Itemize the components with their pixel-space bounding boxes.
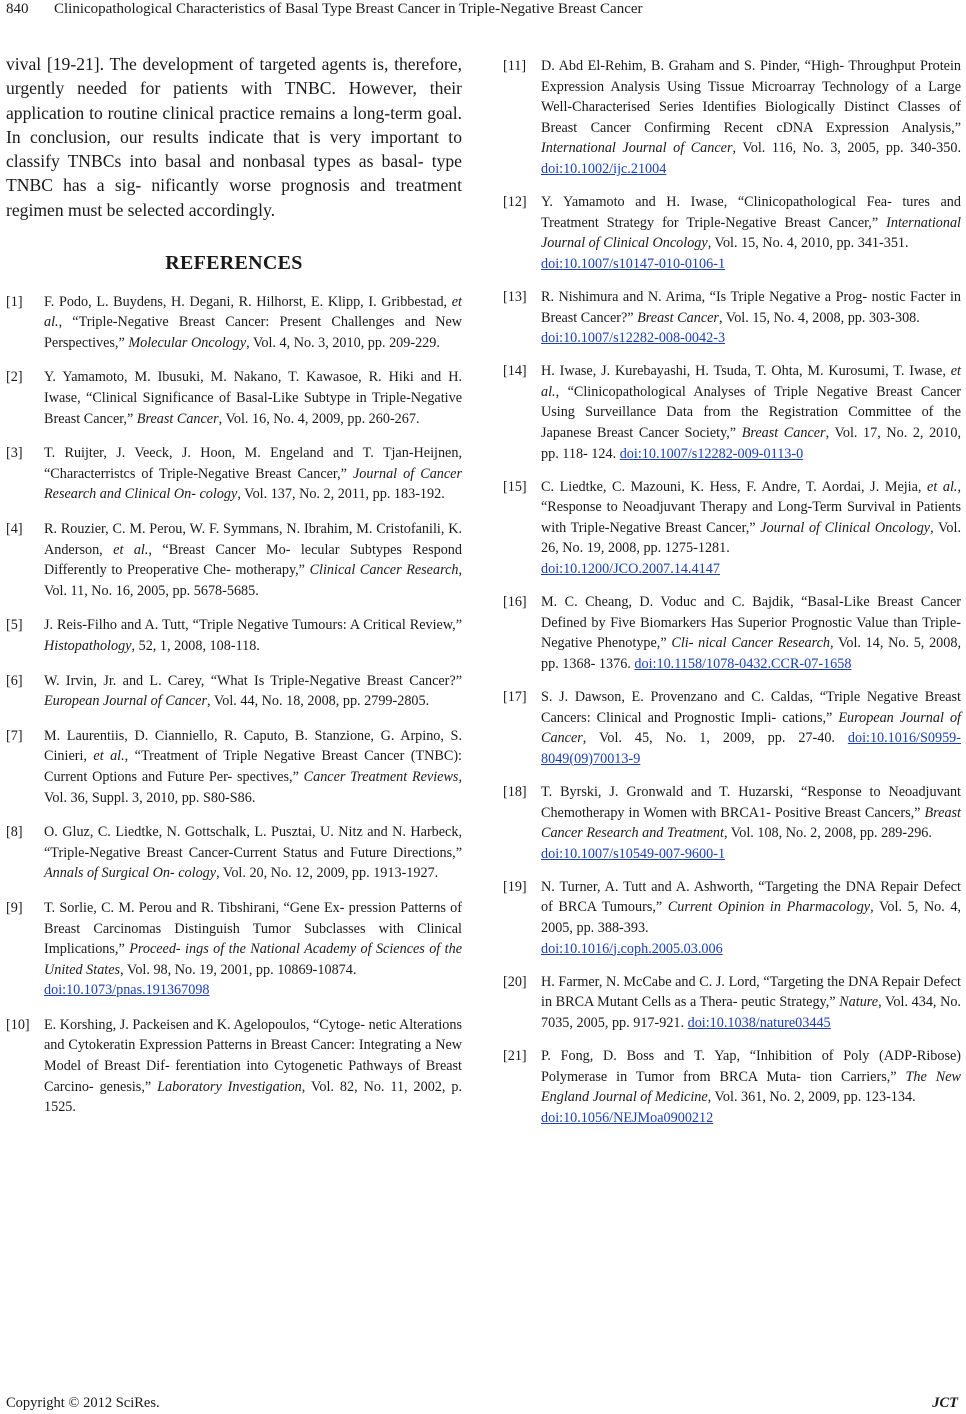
reference-volume: , Vol. 116, No. 3, 2005, pp. 340-350. [732, 140, 961, 157]
reference-item [6, 898, 462, 1001]
reference-text [541, 1046, 961, 1128]
reference-number: [11] [503, 58, 527, 74]
reference-journal: Clinical Cancer Research [309, 562, 459, 579]
reference-authors-title: H. Farmer, N. McCabe and C. J. Lord, “Targeting the DNA Repair Defect in BRCA Mutant Cells as a Thera- peutic Strategy,” [541, 973, 961, 1011]
reference-number: [13] [503, 288, 527, 305]
reference-journal: Breast Cancer [741, 425, 826, 441]
reference-text [44, 443, 462, 505]
reference-number: [16] [503, 594, 527, 611]
reference-number: [21] [503, 1047, 527, 1064]
reference-text [541, 361, 961, 464]
reference-journal: The New England Journal of Medicine [541, 1068, 962, 1106]
reference-authors-title: H. Iwase, J. Kurebayashi, H. Tsuda, T. Ohta, M. Kurosumi, T. Iwase, [541, 363, 951, 380]
reference-item [503, 782, 961, 864]
reference-list-left [6, 292, 462, 1118]
reference-item [503, 877, 961, 959]
reference-journal: Annals of Surgical On- cology [44, 865, 217, 882]
reference-text [541, 287, 961, 349]
reference-text [44, 615, 462, 656]
reference-text [541, 877, 961, 959]
reference-authors-title: M. Laurentiis, D. Cianniello, R. Caputo, B. Stanzione, G. Arpino, S. Cinieri, [44, 727, 462, 765]
reference-authors-title: T. Byrski, J. Gronwald and T. Huzarski, “Response to Neoadjuvant Chemotherapy in Women with BRCA1- Positive Breast Cancers,” [541, 783, 961, 821]
reference-item [6, 519, 462, 601]
reference-title: , “Response to Neoadjuvant Therapy and Long-Term Survival in Patients with Triple-Negative Breast Cancer,” [541, 478, 961, 536]
reference-journal: European Journal of Cancer [44, 693, 208, 710]
journal-abbrev: JCT [932, 1395, 958, 1411]
reference-journal: Breast Cancer Research and Treatment [541, 804, 961, 842]
reference-title: , “Triple-Negative Breast Cancer: Present Challenges and New Perspectives,” [44, 314, 462, 351]
doi-link[interactable]: doi:10.1200/JCO.2007.14.4147 [541, 561, 720, 578]
reference-authors-title: E. Korshing, J. Packeisen and K. Agelopoulos, “Cytoge- netic Alterations and Cytokeratin Expression Patterns in Breast Cancer: Integrating a New Model of Breast Dif- ferentiation into Cytogenetic Pathways of Breast Carcino- genesis,” [44, 1016, 462, 1095]
reference-journal: International Journal of Cancer [541, 140, 733, 157]
reference-journal: Proceed- ings of the National Academy of Sciences of the United States [44, 941, 462, 978]
reference-volume: , Vol. 137, No. 2, 2011, pp. 183-192. [237, 486, 445, 503]
reference-authors-title: J. Reis-Filho and A. Tutt, “Triple Negative Tumours: A Critical Review,” [44, 617, 462, 634]
doi-link[interactable]: doi:10.1007/s12282-008-0042-3 [541, 330, 726, 347]
reference-number: [4] [6, 521, 23, 538]
reference-journal: Cancer Treatment Reviews [303, 768, 459, 785]
reference-text [541, 782, 961, 864]
reference-journal: Breast Cancer [637, 309, 719, 326]
reference-journal: Laboratory Investigation [157, 1078, 302, 1095]
reference-journal: Journal of Cancer Research and Clinical On- cology [44, 465, 462, 503]
reference-text [541, 592, 961, 674]
reference-journal: Molecular Oncology [128, 334, 247, 351]
reference-text [44, 898, 462, 1001]
reference-text [541, 687, 961, 769]
reference-journal: European Journal of Cancer [541, 709, 961, 747]
reference-item [6, 443, 462, 505]
doi-link[interactable]: doi:10.1158/1078-0432.CCR-07-1658 [634, 655, 852, 672]
reference-et-al: et al. [541, 363, 961, 400]
reference-authors-title: T. Ruijter, J. Veeck, J. Hoon, M. Engeland and T. Tjan-Heijnen, “Characterristcs of Triple-Negative Breast Cancer,” [44, 445, 462, 482]
page-header [0, 0, 966, 22]
reference-item [503, 361, 961, 464]
reference-authors-title: O. Gluz, C. Liedtke, N. Gottschalk, L. Pusztai, U. Nitz and N. Harbeck, “Triple-Negative Breast Cancer-Current Status and Future Directions,” [44, 824, 462, 861]
reference-title: , “Clinicopathological Analyses of Triple Negative Breast Cancer Using Surveillance Data from the Registration Committee of the Japanese Breast Cancer Society,” [541, 383, 961, 441]
reference-item [503, 687, 961, 769]
reference-number: [14] [503, 363, 527, 380]
reference-authors-title: C. Liedtke, C. Mazouni, K. Hess, F. Andre, T. Aordai, J. Mejia, [541, 478, 928, 495]
reference-number: [7] [6, 727, 23, 744]
reference-item [503, 972, 961, 1034]
reference-text [44, 671, 462, 712]
reference-authors-title: M. C. Cheang, D. Voduc and C. Bajdik, “Basal-Like Breast Cancer Defined by Five Biomarkers Has Superior Prognostic Value than Triple-Negative Phenotype,” [541, 594, 961, 652]
doi-link[interactable]: doi:10.1056/NEJMoa0900212 [541, 1109, 714, 1126]
reference-volume: , Vol. 44, No. 18, 2008, pp. 2799-2805. [207, 693, 430, 710]
reference-text [541, 477, 961, 580]
reference-item [6, 292, 462, 354]
reference-text [541, 56, 961, 180]
reference-number: [17] [503, 689, 527, 706]
reference-et-al: et al. [44, 293, 462, 331]
reference-journal: Nature [839, 994, 879, 1011]
reference-item [6, 615, 462, 656]
running-title: Clinicopathological Characteristics of Basal Type Breast Cancer in Triple-Negative Breast Cancer [54, 1, 643, 17]
reference-number: [6] [6, 672, 23, 689]
reference-item [503, 287, 961, 349]
reference-volume: , Vol. 45, No. 1, 2009, pp. 27-40. [582, 730, 848, 747]
copyright-notice: Copyright © 2012 SciRes. [6, 1395, 160, 1411]
doi-link[interactable]: doi:10.1073/pnas.191367098 [44, 982, 210, 999]
reference-volume: , Vol. 82, No. 11, 2002, p. 1525. [44, 1078, 463, 1116]
reference-journal: Cli- nical Cancer Research [671, 635, 830, 652]
reference-volume: , Vol. 14, No. 5, 2008, pp. 1368- 1376. [541, 635, 961, 672]
doi-link[interactable]: doi:10.1038/nature03445 [687, 1014, 831, 1031]
reference-number: [12] [503, 194, 527, 211]
right-column [503, 56, 961, 1141]
reference-journal: International Journal of Clinical Oncology [541, 214, 961, 252]
reference-et-al: et al. [93, 748, 125, 765]
reference-journal: Current Opinion in Pharmacology [667, 899, 871, 916]
reference-journal: Breast Cancer [136, 410, 219, 427]
reference-number: [3] [6, 445, 23, 462]
reference-volume: , Vol. 108, No. 2, 2008, pp. 289-296. [723, 825, 932, 842]
reference-authors-title: R. Rouzier, C. M. Perou, W. F. Symmans, N. Ibrahim, M. Cristofanili, K. Anderson, [44, 521, 462, 558]
reference-authors-title: Y. Yamamoto and H. Iwase, “Clinicopathological Fea- tures and Treatment Strategy for Triple-Negative Breast Cancer,” [541, 194, 961, 231]
reference-number: [1] [6, 293, 23, 310]
reference-authors-title: N. Turner, A. Tutt and A. Ashworth, “Targeting the DNA Repair Defect of BRCA Tumours,” [541, 878, 961, 916]
reference-volume: , Vol. 26, No. 19, 2008, pp. 1275-1281. [541, 519, 961, 557]
reference-journal: Journal of Clinical Oncology [760, 519, 931, 536]
reference-authors-title: F. Podo, L. Buydens, H. Degani, R. Hilhorst, E. Klipp, I. Gribbestad, [44, 293, 452, 310]
doi-link[interactable]: doi:10.1007/s10147-010-0106-1 [541, 255, 726, 272]
reference-number: [5] [6, 617, 23, 634]
reference-item [6, 367, 462, 429]
reference-volume: , Vol. 20, No. 12, 2009, pp. 1913-1927. [216, 865, 439, 882]
reference-authors-title: D. Abd El-Rehim, B. Graham and S. Pinder, “High- Throughput Protein Expression Analysis Using Tissue Microarray Technology of a Large Well-Characterised Series Identifies Biologically Distinct Classes of Breast Cancer Confirming Recent cDNA Expression Analysis,” [541, 58, 961, 136]
reference-volume: , Vol. 36, Suppl. 3, 2010, pp. S80-S86. [44, 768, 462, 806]
reference-volume: , Vol. 5, No. 4, 2005, pp. 388-393. [541, 899, 961, 936]
reference-title: , “Treatment of Triple Negative Breast Cancer (TNBC): Current Options and Future Per- spectives,” [44, 748, 462, 785]
reference-list-right [503, 56, 961, 1128]
reference-volume: , Vol. 361, No. 2, 2009, pp. 123-134. [707, 1089, 916, 1106]
reference-item [503, 592, 961, 674]
reference-et-al: et al. [113, 541, 149, 558]
reference-text [541, 192, 961, 274]
reference-volume: , Vol. 15, No. 4, 2010, pp. 341-351. [707, 235, 909, 252]
reference-volume: , 52, 1, 2008, 108-118. [131, 637, 260, 654]
reference-number: [2] [6, 369, 23, 386]
reference-item [503, 1046, 961, 1128]
reference-title: , “Breast Cancer Mo- lecular Subtypes Respond Differently to Preoperative Che- motherapy,” [44, 541, 462, 579]
reference-volume: , Vol. 434, No. 7035, 2005, pp. 917-921. [541, 994, 961, 1031]
reference-number: [20] [503, 973, 527, 990]
reference-volume: , Vol. 4, No. 3, 2010, pp. 209-229. [246, 334, 440, 351]
doi-link[interactable]: doi:10.1016/S0959-8049(09)70013-9 [541, 730, 961, 767]
doi-link[interactable]: doi:10.1002/ijc.21004 [541, 160, 667, 177]
reference-text [44, 822, 462, 884]
reference-authors-title: Y. Yamamoto, M. Ibusuki, M. Nakano, T. Kawasoe, R. Hiki and H. Iwase, “Clinical Significance of Basal-Like Subtype in Triple-Negative Breast Cancer,” [44, 369, 462, 427]
reference-item [503, 477, 961, 580]
reference-volume: , Vol. 17, No. 2, 2010, pp. 118- 124. [541, 425, 961, 462]
reference-authors-title: T. Sorlie, C. M. Perou and R. Tibshirani, “Gene Ex- pression Patterns of Breast Carcinomas Distinguish Tumor Subclasses with Clinical Implications,” [44, 899, 462, 958]
reference-number: [19] [503, 878, 527, 895]
reference-volume: , Vol. 98, No. 19, 2001, pp. 10869-10874. [120, 961, 357, 978]
reference-item [503, 192, 961, 274]
reference-volume: , Vol. 16, No. 4, 2009, pp. 260-267. [218, 410, 420, 427]
reference-authors-title: S. J. Dawson, E. Provenzano and C. Caldas, “Triple Negative Breast Cancers: Clinical and Prognostic Impli- cations,” [541, 689, 961, 726]
reference-volume: , Vol. 15, No. 4, 2008, pp. 303-308. [718, 309, 920, 326]
reference-text [541, 972, 961, 1034]
doi-link[interactable]: doi:10.1007/s10549-007-9600-1 [541, 845, 726, 862]
reference-item [6, 822, 462, 884]
reference-item [6, 671, 462, 712]
reference-journal: Histopathology [44, 637, 132, 654]
reference-number: [18] [503, 783, 527, 800]
conclusion-paragraph: vival [19-21]. The development of targeted agents is, therefore, urgently needed for patients with TNBC. However, their application to routine clinical practice remains a long-term goal. In conclusion, our results indicate that is very important to classify TNBCs into basal and nonbasal types as basal- type TNBC has a sig- nificantly worse prognosis and treatment regimen must be selected accordingly. [6, 54, 462, 220]
reference-number: [15] [503, 478, 527, 495]
doi-link[interactable]: doi:10.1016/j.coph.2005.03.006 [541, 940, 723, 957]
reference-number: [8] [6, 824, 23, 841]
reference-text [44, 367, 462, 429]
reference-item [6, 726, 462, 808]
reference-number: [9] [6, 899, 23, 916]
reference-text [44, 519, 462, 601]
doi-link[interactable]: doi:10.1007/s12282-009-0113-0 [619, 445, 804, 462]
reference-text [44, 1015, 462, 1118]
reference-authors-title: P. Fong, D. Boss and T. Yap, “Inhibition of Poly (ADP-Ribose) Polymerase in Tumor from BRCA Muta- tion Carriers,” [541, 1047, 961, 1085]
page-number: 840 [6, 1, 29, 17]
reference-volume: , Vol. 11, No. 16, 2005, pp. 5678-5685. [44, 562, 463, 599]
reference-item [6, 1015, 462, 1118]
reference-authors-title: W. Irvin, Jr. and L. Carey, “What Is Triple-Negative Breast Cancer?” [44, 672, 462, 689]
reference-text [44, 292, 462, 354]
reference-et-al: et al. [927, 478, 958, 495]
reference-text [44, 726, 462, 808]
left-column [6, 52, 462, 1132]
references-heading: REFERENCES [165, 252, 303, 275]
reference-item [503, 56, 961, 180]
reference-authors-title: R. Nishimura and N. Arima, “Is Triple Negative a Prog- nostic Facter in Breast Cancer?” [541, 288, 961, 326]
reference-number: [10] [6, 1016, 30, 1033]
